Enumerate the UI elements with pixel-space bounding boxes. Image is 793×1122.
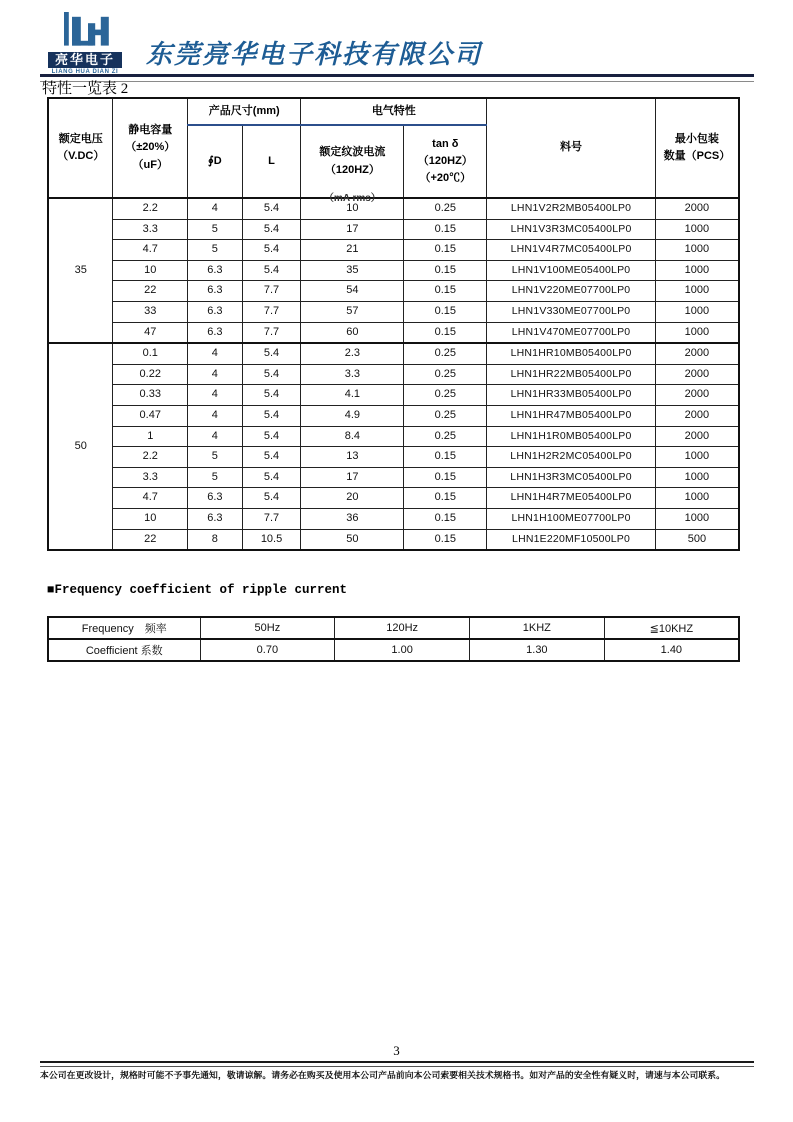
- tan-delta-cell: 0.25: [404, 426, 487, 447]
- package-qty-cell: 1000: [655, 488, 739, 509]
- freq-value-row: [48, 639, 739, 661]
- col-header-tan-delta: tan δ （120HZ） （+20℃）: [404, 125, 487, 198]
- package-qty-cell: 500: [655, 529, 739, 550]
- part-number-cell: LHN1V2R2MB05400LP0: [487, 198, 656, 219]
- length-cell: 7.7: [242, 508, 301, 529]
- ripple-current-cell: 21: [301, 240, 404, 261]
- spec-table-row: [48, 447, 739, 468]
- freq-header-cell: 1KHZ: [469, 617, 604, 639]
- company-name: 东莞亮华电子科技有限公司: [146, 40, 483, 70]
- capacitance-cell: 3.3: [113, 467, 188, 488]
- frequency-section-title: ■Frequency coefficient of ripple current: [47, 583, 348, 597]
- length-cell: 10.5: [242, 529, 301, 550]
- length-cell: 5.4: [242, 240, 301, 261]
- ripple-current-cell: 54: [301, 281, 404, 302]
- spec-table-row: [48, 488, 739, 509]
- capacitance-cell: 2.2: [113, 447, 188, 468]
- length-cell: 5.4: [242, 364, 301, 385]
- length-cell: 5.4: [242, 219, 301, 240]
- capacitance-cell: 0.1: [113, 343, 188, 364]
- col-header-capacitance: 静电容量 （±20%） （uF）: [113, 98, 188, 198]
- ripple-current-cell: 36: [301, 508, 404, 529]
- ripple-current-cell: 57: [301, 301, 404, 322]
- company-logo: [48, 12, 122, 75]
- spec-table-header: [48, 98, 739, 204]
- ripple-current-cell: 4.1: [301, 385, 404, 406]
- capacitance-cell: 4.7: [113, 240, 188, 261]
- length-cell: 5.4: [242, 405, 301, 426]
- package-qty-cell: 2000: [655, 405, 739, 426]
- col-header-electrical-group: 电气特性: [301, 98, 487, 125]
- package-qty-cell: 1000: [655, 467, 739, 488]
- ripple-current-cell: 2.3: [301, 343, 404, 364]
- length-cell: 5.4: [242, 343, 301, 364]
- diameter-cell: 5: [188, 467, 243, 488]
- voltage-group-cell: 35: [48, 198, 113, 343]
- tan-delta-cell: 0.15: [404, 322, 487, 343]
- freq-table-body: [48, 617, 739, 661]
- spec-table-row: [48, 467, 739, 488]
- tan-delta-cell: 0.25: [404, 405, 487, 426]
- freq-value-cell: 0.70: [200, 639, 335, 661]
- length-cell: 5.4: [242, 426, 301, 447]
- ripple-current-cell: 3.3: [301, 364, 404, 385]
- capacitance-cell: 0.22: [113, 364, 188, 385]
- length-cell: 5.4: [242, 447, 301, 468]
- package-qty-cell: 1000: [655, 508, 739, 529]
- length-cell: 5.4: [242, 385, 301, 406]
- spec-table-body: [48, 198, 739, 550]
- package-qty-cell: 2000: [655, 426, 739, 447]
- spec-table-row: [48, 240, 739, 261]
- part-number-cell: LHN1H4R7ME05400LP0: [487, 488, 656, 509]
- ripple-current-cell: 17: [301, 467, 404, 488]
- tan-delta-cell: 0.15: [404, 467, 487, 488]
- ripple-current-cell: 17: [301, 219, 404, 240]
- part-number-cell: LHN1V3R3MC05400LP0: [487, 219, 656, 240]
- part-number-cell: LHN1HR10MB05400LP0: [487, 343, 656, 364]
- tan-delta-cell: 0.25: [404, 343, 487, 364]
- spec-table-row: [48, 385, 739, 406]
- frequency-table: [47, 616, 740, 662]
- footer-disclaimer: 本公司在更改设计，规格时可能不予事先通知，敬请谅解。请务必在购买及使用本公司产品前向本公司索要相关技术规格书。如对产品的安全性有疑义时，请速与本公司联系。: [40, 1070, 726, 1080]
- spec-table-row: [48, 364, 739, 385]
- diameter-cell: 6.3: [188, 260, 243, 281]
- tan-delta-cell: 0.15: [404, 447, 487, 468]
- part-number-cell: LHN1V220ME07700LP0: [487, 281, 656, 302]
- package-qty-cell: 1000: [655, 219, 739, 240]
- voltage-group-cell: 50: [48, 343, 113, 550]
- diameter-cell: 6.3: [188, 508, 243, 529]
- diameter-cell: 4: [188, 198, 243, 219]
- part-number-cell: LHN1V100ME05400LP0: [487, 260, 656, 281]
- diameter-cell: 6.3: [188, 301, 243, 322]
- freq-header-cell: ≦10KHZ: [604, 617, 739, 639]
- spec-table-row: [48, 281, 739, 302]
- length-cell: 5.4: [242, 198, 301, 219]
- diameter-cell: 4: [188, 364, 243, 385]
- capacitance-cell: 47: [113, 322, 188, 343]
- package-qty-cell: 1000: [655, 301, 739, 322]
- col-header-diameter: ∮D: [188, 125, 243, 198]
- freq-row-label: Coefficient 系数: [48, 639, 200, 661]
- tan-delta-cell: 0.25: [404, 364, 487, 385]
- freq-value-cell: 1.40: [604, 639, 739, 661]
- ripple-current-cell: 4.9: [301, 405, 404, 426]
- tan-delta-cell: 0.15: [404, 281, 487, 302]
- package-qty-cell: 2000: [655, 364, 739, 385]
- col-header-size-group: 产品尺寸(mm): [188, 98, 301, 125]
- tan-delta-cell: 0.15: [404, 529, 487, 550]
- part-number-cell: LHN1V330ME07700LP0: [487, 301, 656, 322]
- capacitance-cell: 3.3: [113, 219, 188, 240]
- part-number-cell: LHN1HR47MB05400LP0: [487, 405, 656, 426]
- spec-table-row: [48, 219, 739, 240]
- freq-value-cell: 1.30: [469, 639, 604, 661]
- capacitance-cell: 2.2: [113, 198, 188, 219]
- tan-delta-cell: 0.25: [404, 198, 487, 219]
- col-header-length: L: [242, 125, 301, 198]
- footer-divider: [40, 1061, 754, 1067]
- capacitance-cell: 22: [113, 281, 188, 302]
- package-qty-cell: 1000: [655, 281, 739, 302]
- length-cell: 5.4: [242, 467, 301, 488]
- part-number-cell: LHN1HR33MB05400LP0: [487, 385, 656, 406]
- tan-delta-cell: 0.25: [404, 385, 487, 406]
- tan-delta-cell: 0.15: [404, 219, 487, 240]
- package-qty-cell: 2000: [655, 343, 739, 364]
- length-cell: 7.7: [242, 281, 301, 302]
- tan-delta-cell: 0.15: [404, 301, 487, 322]
- capacitance-cell: 4.7: [113, 488, 188, 509]
- col-header-voltage: 额定电压 （V.DC）: [48, 98, 113, 198]
- length-cell: 7.7: [242, 301, 301, 322]
- diameter-cell: 5: [188, 447, 243, 468]
- logo-subtitle: LIANG HUA DIAN ZI: [51, 69, 119, 75]
- package-qty-cell: 1000: [655, 240, 739, 261]
- tan-delta-cell: 0.15: [404, 260, 487, 281]
- spec-table-row: [48, 343, 739, 364]
- part-number-cell: LHN1V470ME07700LP0: [487, 322, 656, 343]
- capacitance-cell: 0.33: [113, 385, 188, 406]
- col-header-min-package: 最小包装 数量（PCS）: [655, 98, 739, 198]
- diameter-cell: 6.3: [188, 322, 243, 343]
- capacitance-cell: 1: [113, 426, 188, 447]
- ripple-current-cell: 8.4: [301, 426, 404, 447]
- col-header-part-number: 料号: [487, 98, 656, 198]
- freq-row-label: Frequency 频率: [48, 617, 200, 639]
- package-qty-cell: 1000: [655, 447, 739, 468]
- freq-value-cell: 1.00: [335, 639, 470, 661]
- capacitance-cell: 0.47: [113, 405, 188, 426]
- page-number: 3: [393, 1043, 400, 1058]
- spec-table-row: [48, 426, 739, 447]
- diameter-cell: 5: [188, 240, 243, 261]
- spec-table-row: [48, 508, 739, 529]
- diameter-cell: 6.3: [188, 281, 243, 302]
- logo-band-text: 亮华电子: [48, 52, 122, 68]
- capacitance-cell: 10: [113, 260, 188, 281]
- capacitance-cell: 10: [113, 508, 188, 529]
- freq-header-cell: 50Hz: [200, 617, 335, 639]
- tan-delta-cell: 0.15: [404, 508, 487, 529]
- diameter-cell: 4: [188, 385, 243, 406]
- header-divider: [40, 74, 754, 82]
- diameter-cell: 4: [188, 405, 243, 426]
- spec-table-row: [48, 301, 739, 322]
- ripple-current-cell: 20: [301, 488, 404, 509]
- spec-table-row: [48, 405, 739, 426]
- capacitance-cell: 22: [113, 529, 188, 550]
- capacitance-cell: 33: [113, 301, 188, 322]
- package-qty-cell: 2000: [655, 198, 739, 219]
- part-number-cell: LHN1V4R7MC05400LP0: [487, 240, 656, 261]
- ripple-unit-clipped: （mA rms）: [323, 193, 381, 204]
- package-qty-cell: 1000: [655, 260, 739, 281]
- diameter-cell: 4: [188, 343, 243, 364]
- tan-delta-cell: 0.15: [404, 240, 487, 261]
- part-number-cell: LHN1H3R3MC05400LP0: [487, 467, 656, 488]
- part-number-cell: LHN1E220MF10500LP0: [487, 529, 656, 550]
- col-header-ripple-current: 额定纹波电流 （120HZ） （mA rms）: [301, 125, 404, 198]
- ripple-current-cell: 50: [301, 529, 404, 550]
- ripple-current-cell: 60: [301, 322, 404, 343]
- package-qty-cell: 2000: [655, 385, 739, 406]
- ripple-current-cell: 35: [301, 260, 404, 281]
- spec-table-row: [48, 322, 739, 343]
- diameter-cell: 6.3: [188, 488, 243, 509]
- diameter-cell: 8: [188, 529, 243, 550]
- spec-table: [47, 97, 740, 551]
- package-qty-cell: 1000: [655, 322, 739, 343]
- part-number-cell: LHN1HR22MB05400LP0: [487, 364, 656, 385]
- length-cell: 7.7: [242, 322, 301, 343]
- lh-logo-icon: [64, 12, 112, 52]
- ripple-current-cell: 10: [301, 198, 404, 219]
- freq-header-cell: 120Hz: [335, 617, 470, 639]
- length-cell: 5.4: [242, 260, 301, 281]
- section-title: 特性一览表 2: [42, 81, 129, 97]
- spec-table-row: [48, 529, 739, 550]
- part-number-cell: LHN1H100ME07700LP0: [487, 508, 656, 529]
- diameter-cell: 5: [188, 219, 243, 240]
- ripple-current-cell: 13: [301, 447, 404, 468]
- tan-delta-cell: 0.15: [404, 488, 487, 509]
- part-number-cell: LHN1H1R0MB05400LP0: [487, 426, 656, 447]
- length-cell: 5.4: [242, 488, 301, 509]
- freq-header-row: [48, 617, 739, 639]
- part-number-cell: LHN1H2R2MC05400LP0: [487, 447, 656, 468]
- spec-table-row: [48, 260, 739, 281]
- diameter-cell: 4: [188, 426, 243, 447]
